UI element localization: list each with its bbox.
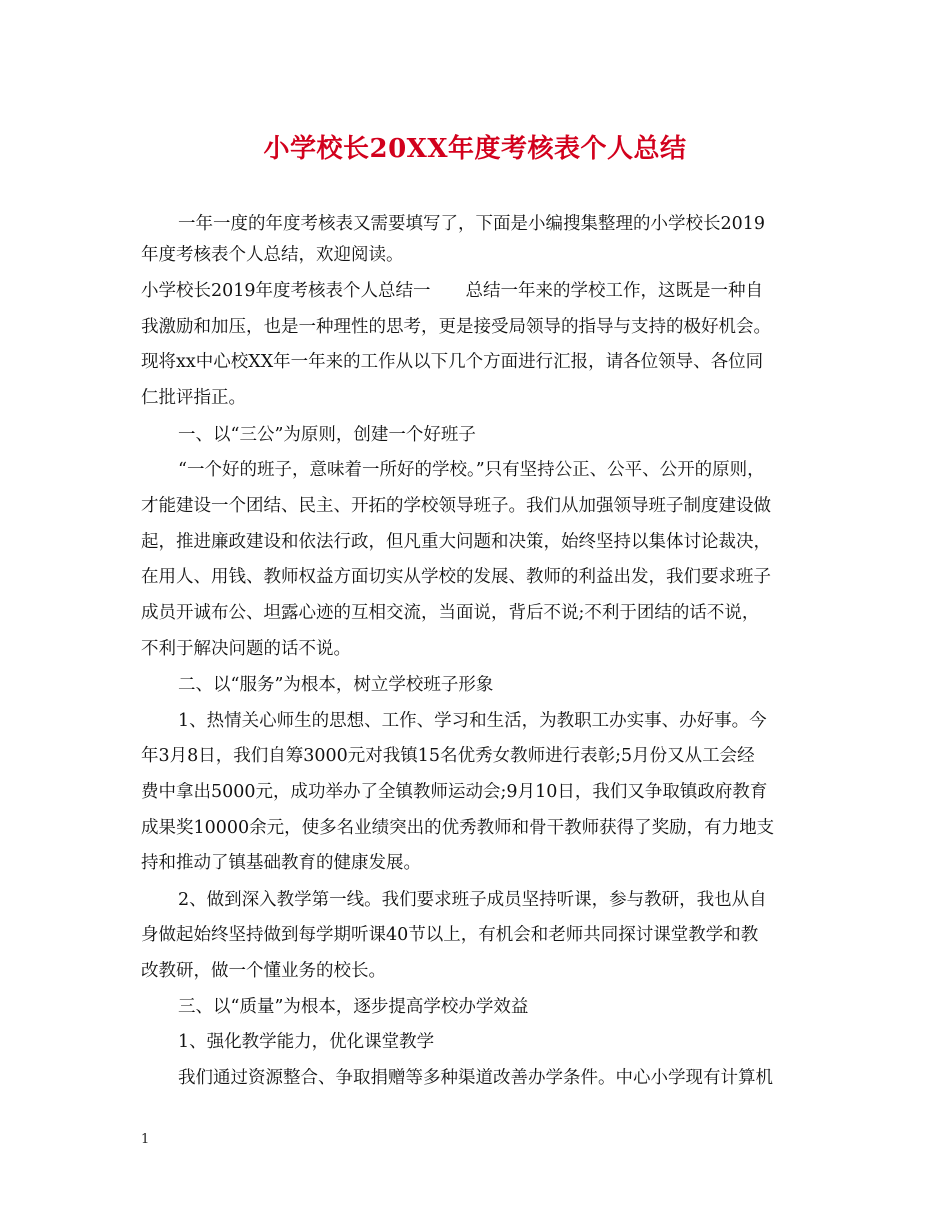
document-title: 小学校长20XX年度考核表个人总结: [263, 134, 687, 164]
text-line: 年度考核表个人总结，欢迎阅读。: [141, 245, 404, 265]
section-heading: 一、以“三公”为原则，创建一个好班子: [178, 425, 476, 445]
section-heading: 三、以“质量”为根本，逐步提高学校办学效益: [178, 997, 529, 1017]
text-line: 在用人、用钱、教师权益方面切实从学校的发展、教师的利益出发，我们要求班子: [141, 567, 771, 587]
text-line: 我激励和加压，也是一种理性的思考，更是接受局领导的指导与支持的极好机会。: [141, 317, 771, 337]
text-line: 不利于解决问题的话不说。: [141, 639, 351, 659]
text-line: 持和推动了镇基础教育的健康发展。: [141, 853, 421, 873]
text-line: 一年一度的年度考核表又需要填写了，下面是小编搜集整理的小学校长2019: [178, 214, 766, 234]
text-line: 小学校长2019年度考核表个人总结一 总结一年来的学校工作，这既是一种自: [141, 281, 764, 301]
text-line: 我们通过资源整合、争取捐赠等多种渠道改善办学条件。中心小学现有计算机: [178, 1068, 773, 1088]
text-line: 改教研，做一个懂业务的校长。: [141, 961, 386, 981]
text-line: 起，推进廉政建设和依法行政，但凡重大问题和决策，始终坚持以集体讨论裁决，: [141, 532, 771, 552]
text-line: 身做起始终坚持做到每学期听课40节以上，有机会和老师共同探讨课堂教学和教: [141, 925, 759, 945]
page-number: 1: [141, 1132, 150, 1147]
text-line: 成员开诚布公、坦露心迹的互相交流，当面说，背后不说;不利于团结的话不说，: [141, 603, 760, 623]
text-line: 1、热情关心师生的思想、工作、学习和生活，为教职工办实事、办好事。今: [178, 711, 767, 731]
text-line: 现将xx中心校XX年一年来的工作从以下几个方面进行汇报，请各位领导、各位同: [141, 352, 764, 372]
text-line: 才能建设一个团结、民主、开拓的学校领导班子。我们从加强领导班子制度建设做: [141, 496, 771, 516]
text-line: 2、做到深入教学第一线。我们要求班子成员坚持听课，参与教研，我也从自: [178, 890, 767, 910]
text-line: “一个好的班子，意味着一所好的学校。”只有坚持公正、公平、公开的原则，: [178, 460, 765, 480]
text-line: 费中拿出5000元，成功举办了全镇教师运动会;9月10日，我们又争取镇政府教育: [141, 782, 768, 802]
text-line: 仁批评指正。: [141, 388, 246, 408]
text-line: 年3月8日，我们自筹3000元对我镇15名优秀女教师进行表彰;5月份又从工会经: [141, 746, 755, 766]
section-heading: 二、以“服务”为根本，树立学校班子形象: [178, 675, 494, 695]
subsection-heading: 1、强化教学能力，优化课堂教学: [178, 1032, 435, 1052]
text-line: 成果奖10000余元，使多名业绩突出的优秀教师和骨干教师获得了奖励，有力地支: [141, 818, 775, 838]
